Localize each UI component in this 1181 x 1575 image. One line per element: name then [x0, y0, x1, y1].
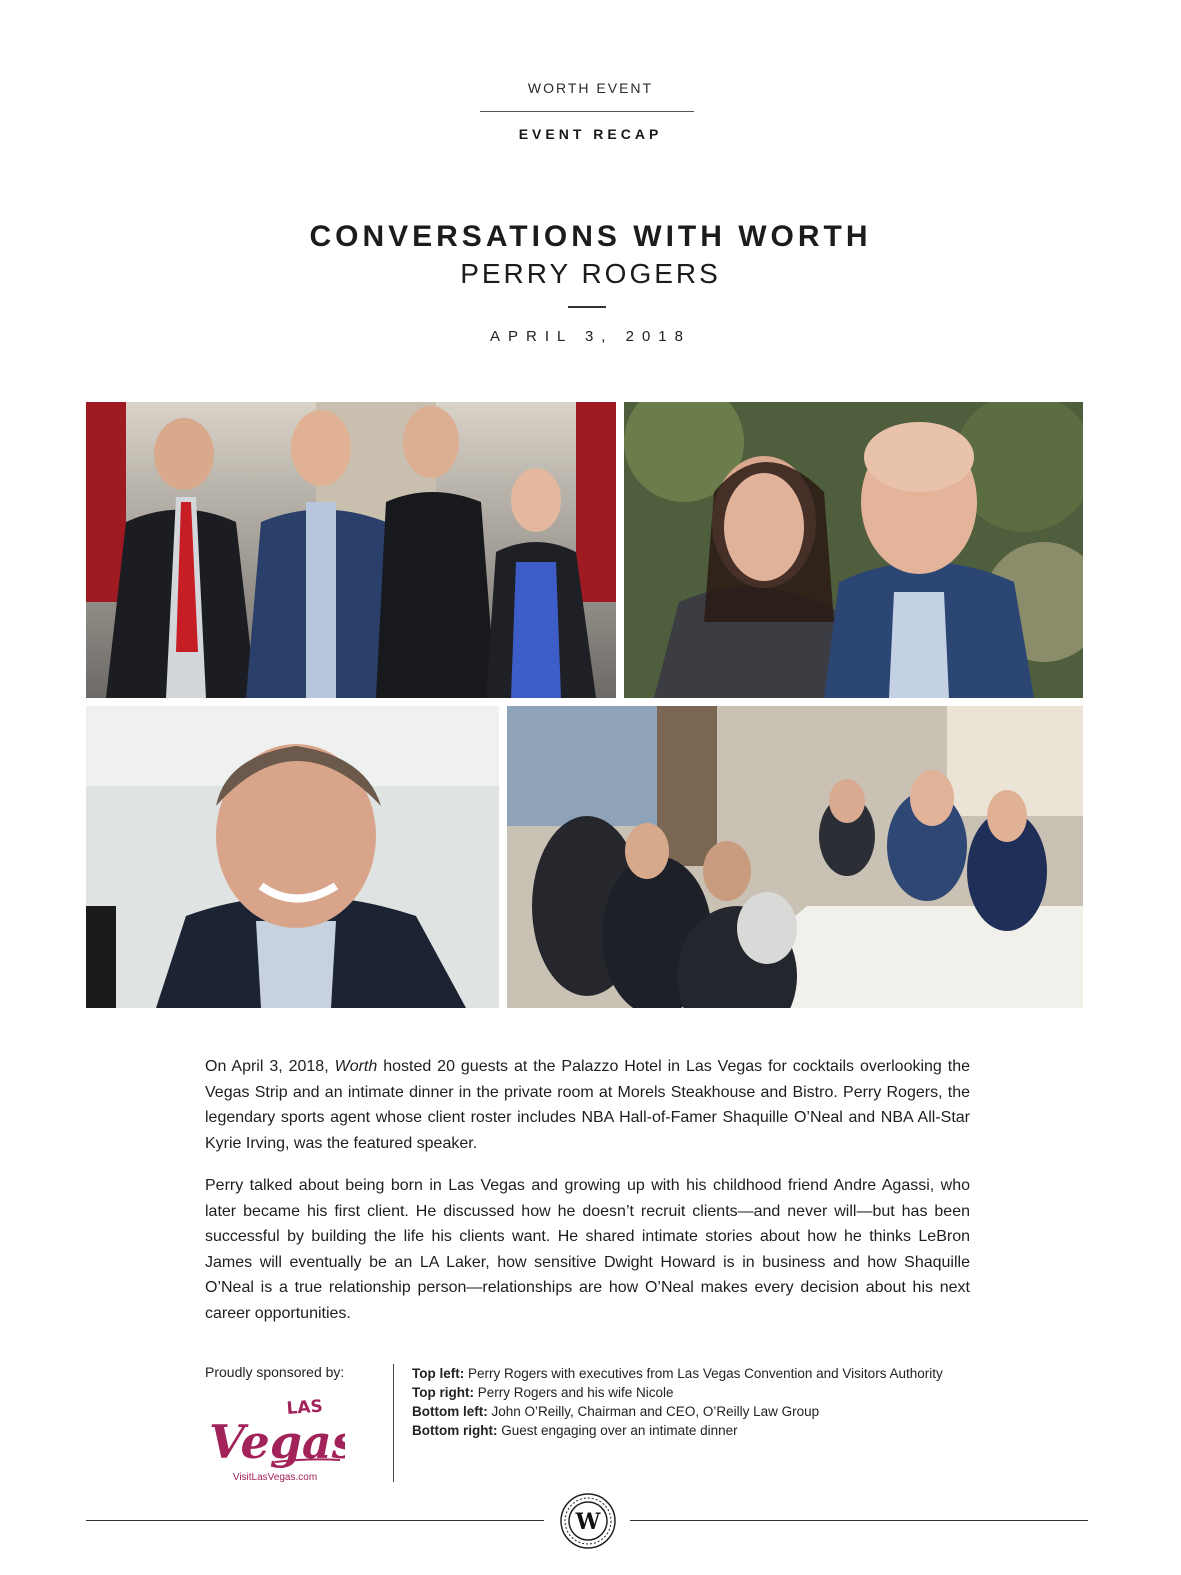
footer-rule-right — [630, 1520, 1088, 1521]
photo-top-right — [624, 402, 1083, 698]
page-subtitle: PERRY ROGERS — [460, 258, 721, 289]
caption-bottom-left: Bottom left: John O’Reilly, Chairman and CEO, O’Reilly Law Group — [412, 1404, 820, 1419]
svg-text:LAS: LAS — [285, 1396, 324, 1419]
magazine-name: Worth — [334, 1058, 378, 1075]
photo-captions — [412, 1364, 982, 1440]
footer-rule-left — [86, 1520, 544, 1521]
article-body — [205, 1054, 970, 1343]
svg-text:Vegas: Vegas — [209, 1415, 345, 1469]
section-label: WORTH EVENT — [527, 80, 654, 96]
sponsor-label: Proudly sponsored by: — [205, 1364, 345, 1380]
sponsor-url: VisitLasVegas.com — [232, 1472, 318, 1483]
photo-top-left — [86, 402, 616, 698]
title-divider — [568, 306, 606, 308]
caption-top-left: Top left: Perry Rogers with executives from Las Vegas Convention and Visitors Authority — [412, 1366, 943, 1381]
event-date: APRIL 3, 2018 — [489, 328, 691, 345]
worth-logo-icon — [559, 1492, 617, 1550]
photo-bottom-right — [507, 706, 1083, 1008]
body-paragraph-1: On April 3, 2018, Worth hosted 20 guests at the Palazzo Hotel in Las Vegas for cocktails overlooking the Vegas Strip and an intimate dinner in the private room at Morels Steakhouse and Bistro. Perry Rogers, the legendary sports agent whose client roster includes NBA Hall-of-Famer Shaquille O’Neal and NBA All-Star Kyrie Irving, was the featured speaker. — [205, 1058, 970, 1152]
section-divider — [480, 111, 694, 112]
photo-bottom-left — [86, 706, 499, 1008]
caption-bottom-right: Bottom right: Guest engaging over an intimate dinner — [412, 1423, 738, 1438]
body-paragraph-2: Perry talked about being born in Las Vegas and growing up with his childhood friend Andre Agassi, who later became his first client. He discussed how he doesn’t recruit clients—and never will—but has been successful by building the life his clients want. He shared intimate stories about how he thinks LeBron James will eventually be an LA Laker, how sensitive Dwight Howard is in business and how Shaquille O’Neal is a true relationship person—relationships are how O’Neal makes every decision about his next career opportunities. — [205, 1177, 970, 1322]
caption-divider — [393, 1364, 394, 1482]
svg-text:W: W — [575, 1509, 601, 1535]
recap-label: EVENT RECAP — [518, 126, 663, 142]
las-vegas-logo — [205, 1392, 345, 1474]
caption-top-right: Top right: Perry Rogers and his wife Nicole — [412, 1385, 674, 1400]
page-title: CONVERSATIONS WITH WORTH — [309, 220, 872, 253]
